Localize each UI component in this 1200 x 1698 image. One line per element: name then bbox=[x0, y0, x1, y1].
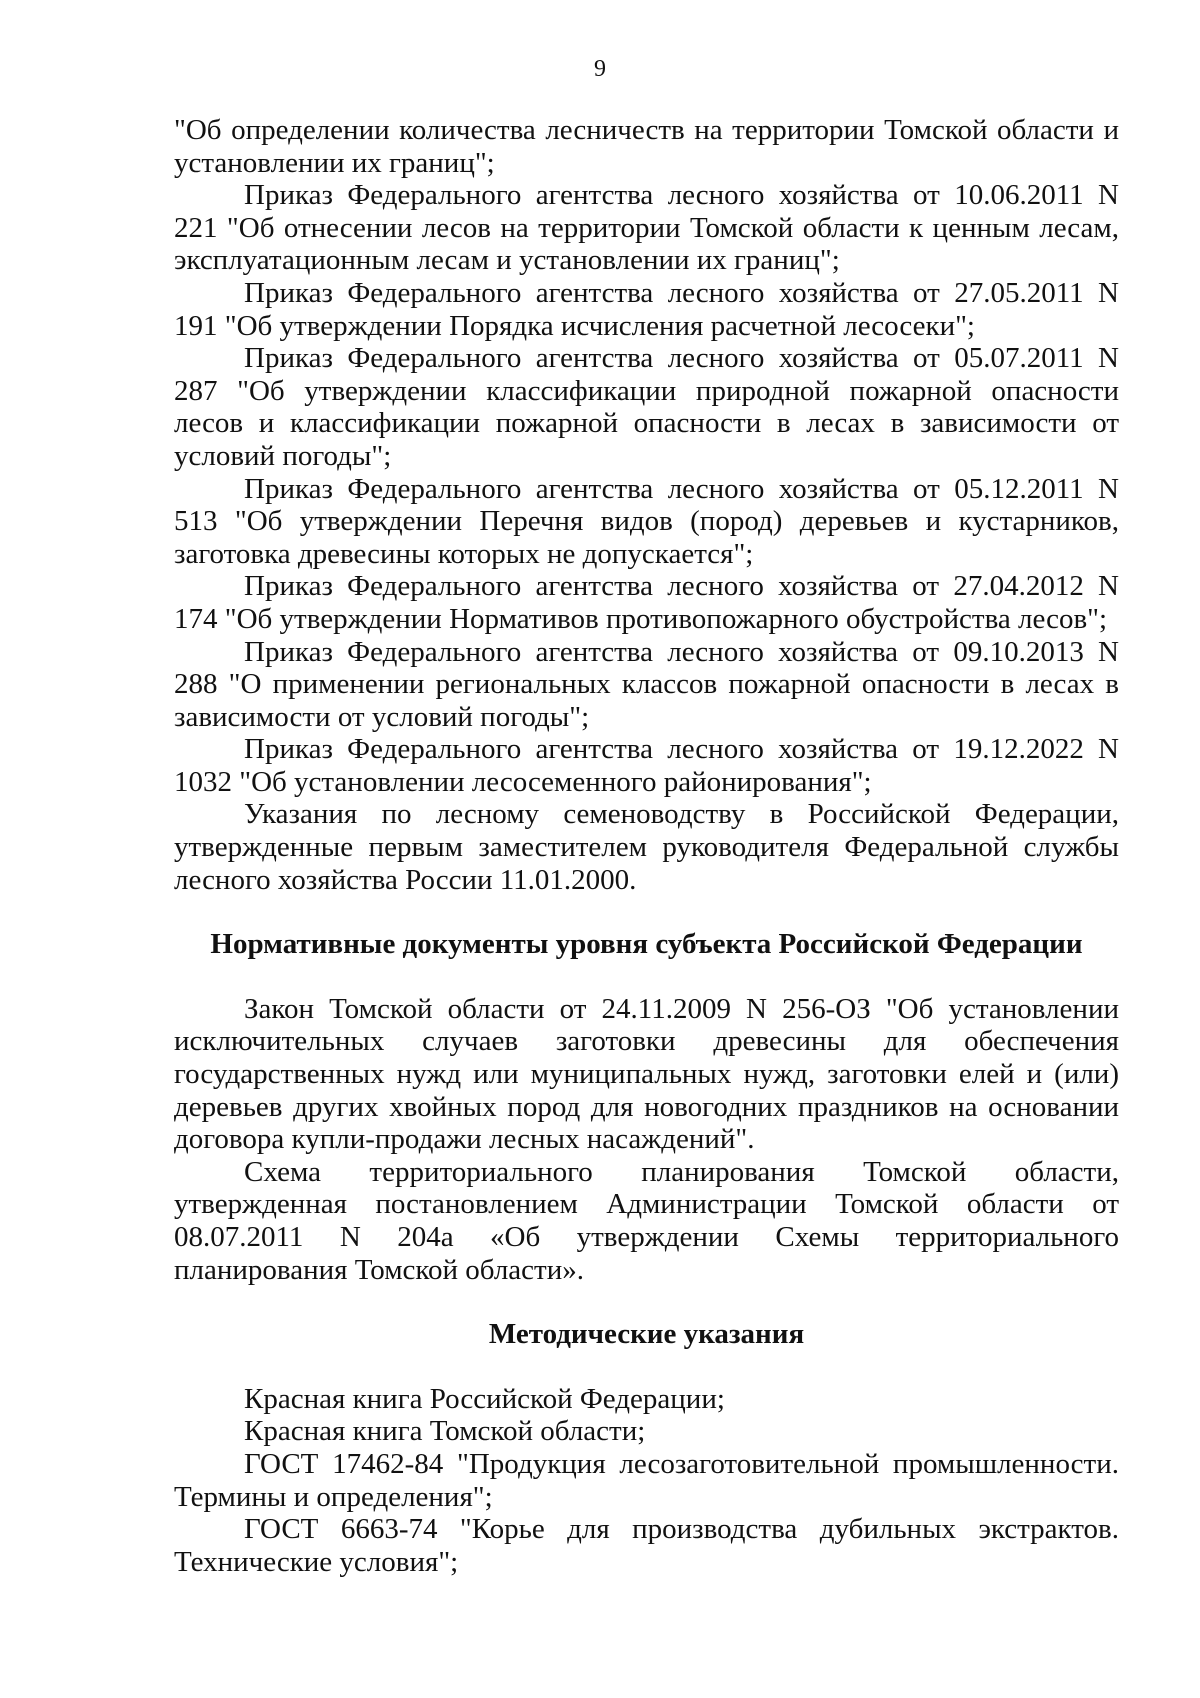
paragraph-territorial-scheme: Схема территориального планирования Томской области, утвержденная постановлением Администрации Томской области от 08.07.2011 N 204а «Об утверждении Схемы территориального планирования Томской области». bbox=[174, 1155, 1119, 1286]
paragraph-continuation: "Об определении количества лесничеств на территории Томской области и установлении их границ"; bbox=[174, 114, 1119, 179]
paragraph-order-288: Приказ Федерального агентства лесного хозяйства от 09.10.2013 N 288 "О применении региональных классов пожарной опасности в лесах в зависимости от условий погоды"; bbox=[174, 635, 1119, 733]
section-heading-subject: Нормативные документы уровня субъекта Российской Федерации bbox=[210, 928, 1083, 961]
paragraph-seed-guidelines: Указания по лесному семеноводству в Российской Федерации, утвержденные первым заместителем руководителя Федеральной службы лесного хозяйства России 11.01.2000. bbox=[174, 798, 1119, 896]
page-number: 9 bbox=[594, 56, 606, 82]
paragraph-order-191: Приказ Федерального агентства лесного хозяйства от 27.05.2011 N 191 "Об утверждении Порядка исчисления расчетной лесосеки"; bbox=[174, 276, 1119, 342]
page-content bbox=[174, 114, 1119, 1578]
paragraph-red-book-rf: Красная книга Российской Федерации; bbox=[244, 1382, 725, 1415]
paragraph-order-287: Приказ Федерального агентства лесного хозяйства от 05.07.2011 N 287 "Об утверждении классификации природной пожарной опасности лесов и классификации пожарной опасности в лесах в зависимости от условий погоды"; bbox=[174, 342, 1119, 472]
paragraph-order-513: Приказ Федерального агентства лесного хозяйства от 05.12.2011 N 513 "Об утверждении Перечня видов (пород) деревьев и кустарников, заготовка древесины которых не допускается"; bbox=[174, 472, 1119, 570]
paragraph-red-book-tomsk: Красная книга Томской области; bbox=[244, 1415, 646, 1448]
paragraph-tomsk-law: Закон Томской области от 24.11.2009 N 256-ОЗ "Об установлении исключительных случаев заготовки древесины для обеспечения государственных нужд или муниципальных нужд, заготовки елей и (или) деревьев других хвойных пород для новогодних праздников на основании договора купли-продажи лесных насаждений". bbox=[174, 992, 1119, 1156]
section-heading-methodical: Методические указания bbox=[488, 1318, 805, 1351]
methodical-section bbox=[174, 1318, 1119, 1578]
paragraph-order-174: Приказ Федерального агентства лесного хозяйства от 27.04.2012 N 174 "Об утверждении Нормативов противопожарного обустройства лесов"; bbox=[174, 570, 1119, 635]
paragraph-gost-17462: ГОСТ 17462-84 "Продукция лесозаготовительной промышленности. Термины и определения"; bbox=[174, 1447, 1119, 1513]
paragraph-order-1032: Приказ Федерального агентства лесного хозяйства от 19.12.2022 N 1032 "Об установлении лесосеменного районирования"; bbox=[174, 733, 1119, 798]
paragraph-order-221: Приказ Федерального агентства лесного хозяйства от 10.06.2011 N 221 "Об отнесении лесов на территории Томской области к ценным лесам, эксплуатационным лесам и установлении их границ"; bbox=[174, 179, 1119, 277]
paragraph-gost-6663: ГОСТ 6663-74 "Корье для производства дубильных экстрактов. Технические условия"; bbox=[174, 1513, 1119, 1578]
federal-documents-section bbox=[174, 114, 1119, 896]
subject-documents-section bbox=[174, 928, 1119, 1286]
